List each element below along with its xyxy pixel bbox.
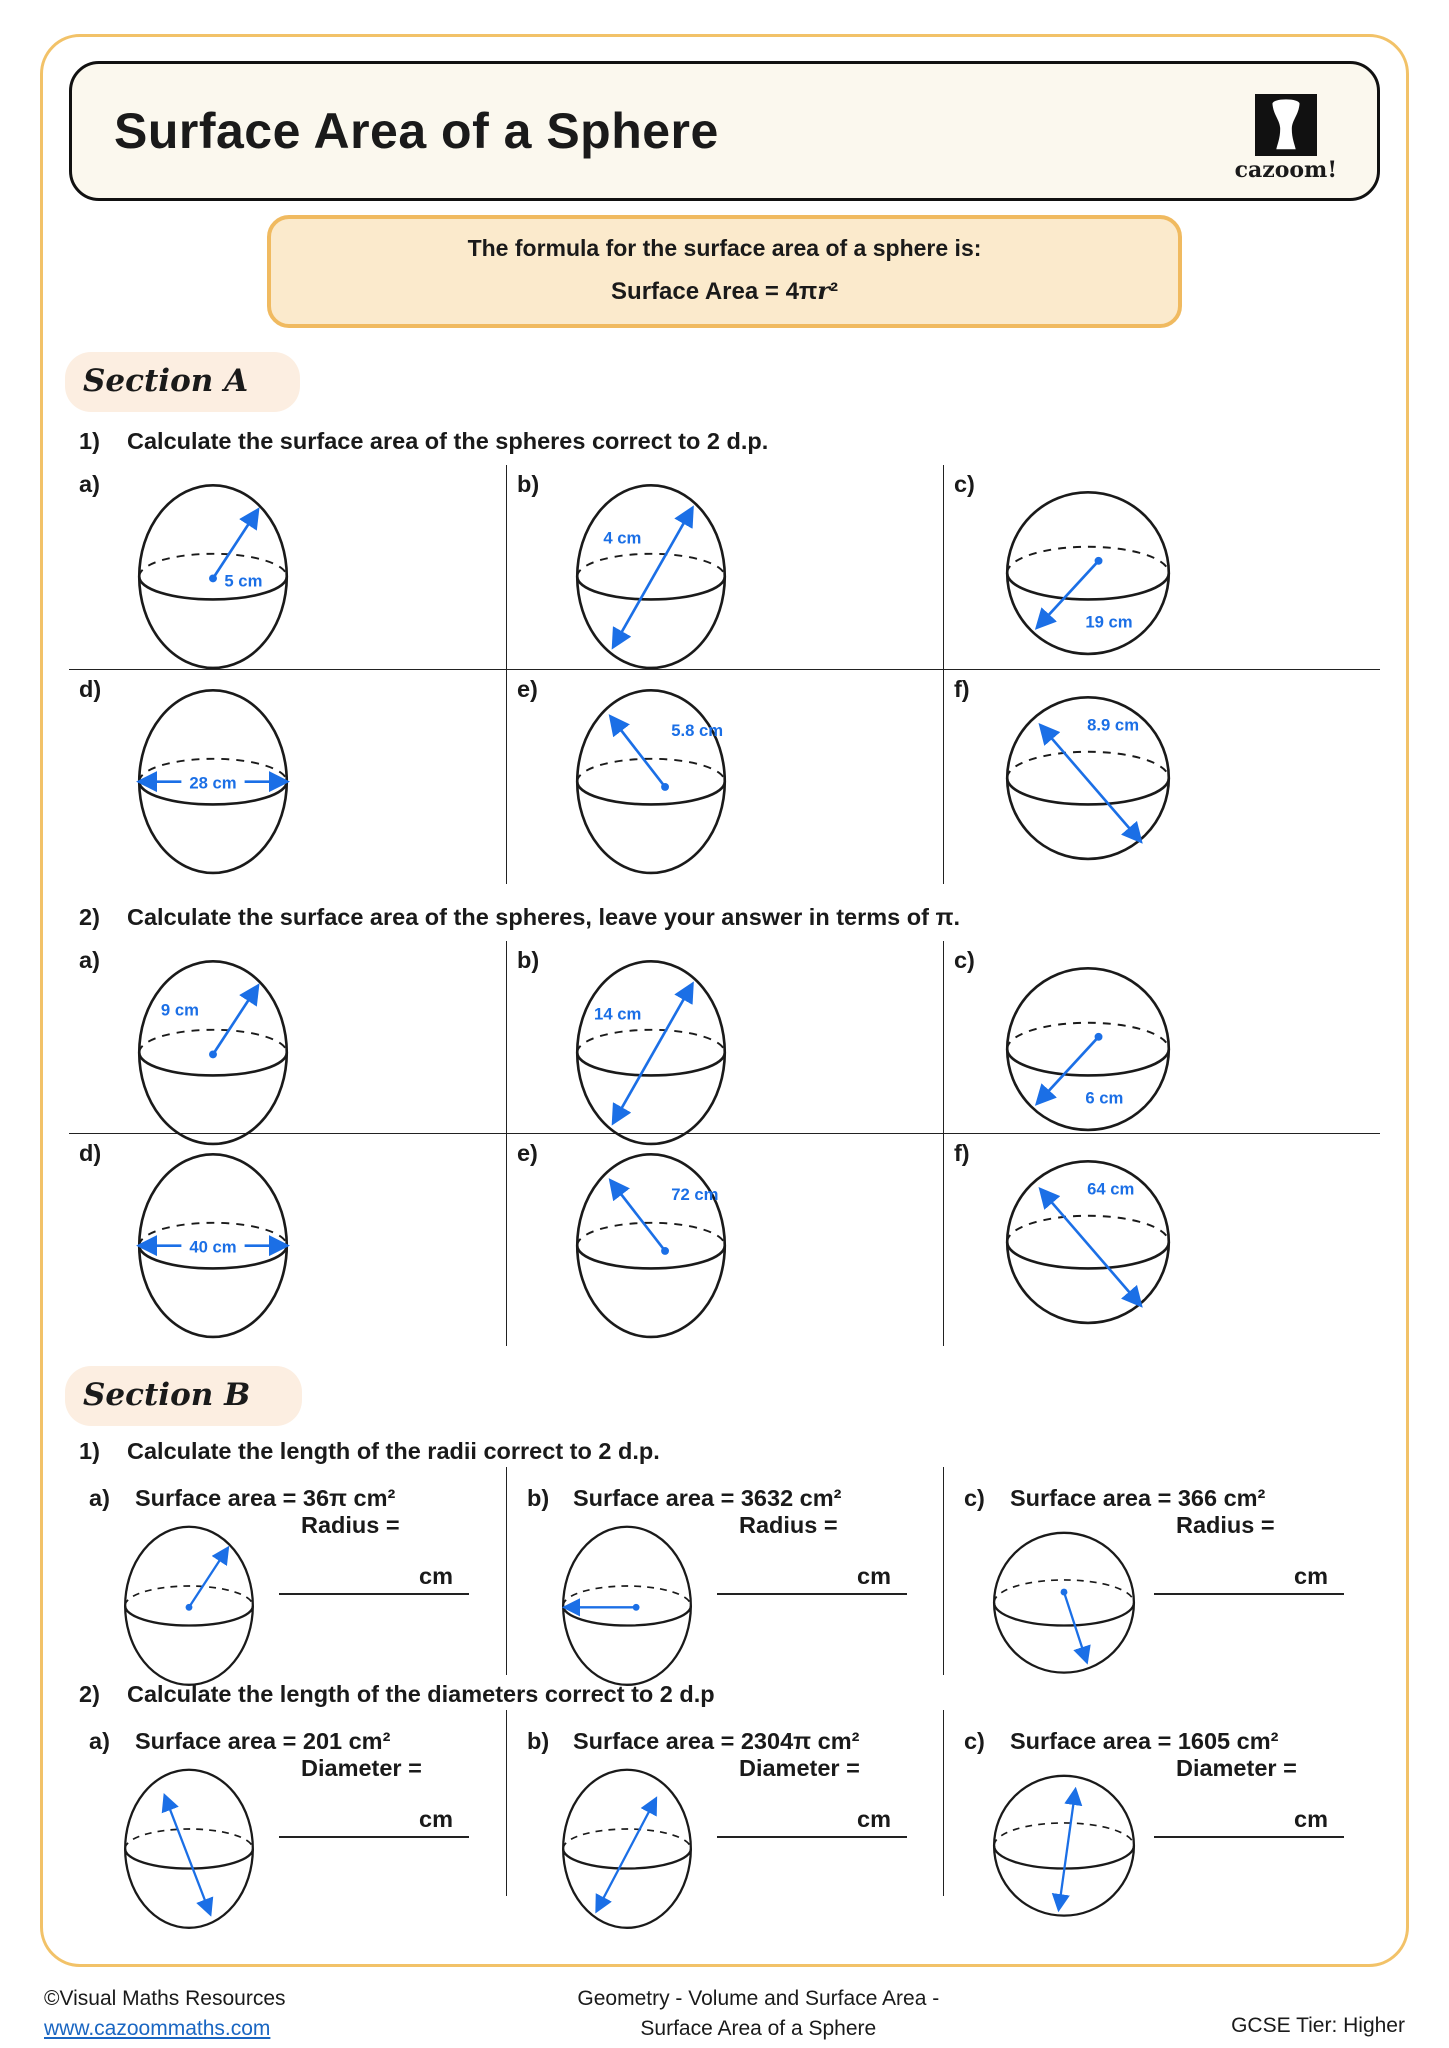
cell-label: d): [79, 1140, 102, 1166]
question-cell-a: [69, 941, 506, 1133]
question-cell-a: [69, 465, 506, 669]
question-cell-c: [943, 941, 1380, 1133]
answer-blank[interactable]: cm: [717, 1806, 907, 1838]
sphere-center-dot: [209, 574, 217, 582]
cazoom-logo-text: cazoom!: [1234, 156, 1337, 183]
sphere-equator-front: [1007, 573, 1169, 599]
sphere-diagram: [551, 1516, 703, 1691]
sphere-equator-back: [563, 1586, 691, 1606]
sphere-equator-back: [1007, 752, 1169, 778]
sphere-outline: [563, 1770, 691, 1928]
sphere-diagram: [125, 473, 301, 675]
cell-label: a): [79, 471, 100, 497]
sphere-diagram: [125, 678, 301, 880]
sphere-equator-back: [125, 1586, 253, 1606]
answer-label: Radius =: [301, 1512, 400, 1538]
cell-label: c): [963, 1728, 985, 1754]
sphere-equator-front: [563, 1606, 691, 1626]
answer-blank[interactable]: cm: [1154, 1806, 1344, 1838]
sphere-row: [69, 1710, 1380, 1896]
dimension-label: 4 cm: [603, 528, 642, 548]
given-surface-area: [527, 1728, 943, 1755]
sphere-equator-back: [1007, 1023, 1169, 1049]
cell-label: b): [526, 1728, 550, 1754]
given-value: Surface area = 201 cm²: [135, 1728, 391, 1754]
answer-label: Diameter =: [738, 1755, 860, 1781]
page-footer: [44, 1984, 1405, 2045]
sphere-row: [69, 1467, 1380, 1675]
cell-label: a): [89, 1728, 110, 1754]
sphere-diagram: [113, 1759, 265, 1934]
answer-label: Diameter =: [301, 1755, 422, 1781]
cell-label: b): [516, 947, 540, 973]
sphere-equator-back: [563, 1829, 691, 1849]
sphere-center-dot: [186, 1604, 193, 1611]
given-value: Surface area = 366 cm²: [1009, 1485, 1266, 1511]
section-b-q1-text: 1) Calculate the length of the radii correct to 2 d.p.: [79, 1438, 660, 1464]
answer-block: [717, 1512, 907, 1696]
answer-blank[interactable]: cm: [279, 1563, 469, 1595]
sphere-diagram: [1000, 678, 1176, 880]
section-a-q1-grid: [69, 465, 1380, 884]
answer-block: [279, 1512, 469, 1696]
cell-label: f): [953, 1140, 970, 1166]
cazoom-logo-icon: [1255, 94, 1317, 156]
sphere-outline: [994, 1776, 1134, 1916]
sphere-outline: [125, 1770, 253, 1928]
answer-blank[interactable]: cm: [717, 1563, 907, 1595]
dimension-label: 19 cm: [1085, 612, 1133, 632]
question-cell-b: [506, 465, 943, 669]
dimension-label: 6 cm: [1085, 1088, 1124, 1108]
cell-label: e): [516, 676, 538, 702]
section-b-q1-grid: [69, 1467, 1380, 1675]
sphere-row: [69, 1133, 1380, 1346]
sphere-diagram: [563, 949, 739, 1151]
cell-label: a): [89, 1485, 110, 1511]
dimension-label: 72 cm: [671, 1184, 719, 1204]
answer-blank[interactable]: cm: [1154, 1563, 1344, 1595]
question-cell-e: [506, 1134, 943, 1346]
dimension-arrow: [1059, 1790, 1076, 1910]
dimension-label: 5.8 cm: [671, 720, 724, 740]
sphere-equator-front: [577, 782, 725, 805]
sphere-equator-back: [139, 554, 287, 577]
footer-tier: GCSE Tier: Higher: [1231, 2014, 1405, 2037]
given-surface-area: [964, 1485, 1380, 1512]
given-value: Surface area = 2304π cm²: [572, 1728, 860, 1754]
section-b-q2-grid: [69, 1710, 1380, 1896]
question-cell-f: [943, 1134, 1380, 1346]
section-a-q2-text: 2) Calculate the surface area of the spheres, leave your answer in terms of π.: [79, 904, 960, 930]
section-a-heading: Section A: [65, 352, 300, 412]
footer-topic-block: [577, 1984, 939, 2045]
dimension-arrow: [165, 1796, 211, 1915]
sphere-diagram: [551, 1759, 703, 1934]
sphere-outline: [577, 485, 725, 668]
given-value: Surface area = 1605 cm²: [1009, 1728, 1279, 1754]
dimension-arrow: [611, 717, 665, 787]
cell-label: f): [953, 676, 970, 702]
question-cell-b: [506, 1710, 943, 1896]
sphere-diagram: [1000, 949, 1176, 1151]
dimension-label: 9 cm: [160, 1000, 199, 1020]
section-b-q2-text: 2) Calculate the length of the diameters correct to 2 d.p: [79, 1681, 715, 1707]
formula-intro: The formula for the surface area of a sphere is:: [467, 235, 982, 261]
dimension-label: 64 cm: [1087, 1179, 1135, 1199]
sphere-equator-back: [139, 1030, 287, 1053]
sphere-equator-back: [1007, 547, 1169, 573]
dimension-label: 28 cm: [189, 773, 237, 793]
answer-block: [1154, 1755, 1344, 1939]
question-cell-c: [943, 1710, 1380, 1896]
section-b-heading: Section B: [65, 1366, 302, 1426]
sphere-equator-front: [577, 1246, 725, 1269]
sphere-diagram: [125, 1142, 301, 1344]
question-cell-d: [69, 1134, 506, 1346]
given-value: Surface area = 36π cm²: [135, 1485, 396, 1511]
page-title: Surface Area of a Sphere: [114, 103, 719, 159]
sphere-equator-back: [994, 1823, 1134, 1846]
answer-label: Radius =: [1175, 1512, 1275, 1538]
sphere-center-dot: [1095, 1033, 1103, 1041]
sphere-center-dot: [1061, 1589, 1068, 1596]
given-surface-area: [89, 1728, 506, 1755]
dimension-arrow: [213, 510, 258, 579]
sphere-center-dot: [633, 1604, 640, 1611]
sphere-row: [69, 669, 1380, 884]
sphere-outline: [577, 690, 725, 873]
sphere-diagram: [563, 473, 739, 675]
sphere-center-dot: [661, 783, 669, 791]
question-cell-a: [69, 1467, 506, 1675]
answer-label: Diameter =: [1175, 1755, 1297, 1781]
question-cell-f: [943, 670, 1380, 884]
sphere-row: [69, 941, 1380, 1133]
sphere-outline: [563, 1527, 691, 1685]
sphere-center-dot: [661, 1247, 669, 1255]
section-a-q2-grid: [69, 941, 1380, 1346]
sphere-diagram: [113, 1516, 265, 1691]
given-surface-area: [89, 1485, 506, 1512]
title-box: [69, 61, 1380, 201]
dimension-label: 5 cm: [224, 571, 263, 591]
sphere-center-dot: [1095, 557, 1103, 565]
worksheet-frame: [40, 34, 1409, 1967]
sphere-outline: [994, 1533, 1134, 1673]
topic-line2: Surface Area of a Sphere: [640, 2017, 877, 2041]
formula-box: [267, 215, 1182, 328]
given-surface-area: [527, 1485, 943, 1512]
cell-label: c): [953, 471, 975, 497]
sphere-equator-back: [125, 1829, 253, 1849]
answer-block: [717, 1755, 907, 1939]
cell-label: d): [79, 676, 102, 702]
cell-label: e): [516, 1140, 538, 1166]
sphere-equator-back: [577, 554, 725, 577]
cell-label: b): [526, 1485, 550, 1511]
cell-label: a): [79, 947, 100, 973]
sphere-diagram: [125, 949, 301, 1151]
dimension-arrow: [611, 1181, 665, 1251]
question-cell-e: [506, 670, 943, 884]
cell-label: c): [963, 1485, 985, 1511]
given-surface-area: [964, 1728, 1380, 1755]
given-value: Surface area = 3632 cm²: [572, 1485, 842, 1511]
sphere-diagram: [563, 1142, 739, 1344]
cazoom-logo: [1235, 94, 1337, 183]
answer-label: Radius =: [738, 1512, 838, 1538]
answer-block: [1154, 1512, 1344, 1696]
answer-blank[interactable]: cm: [279, 1806, 469, 1838]
sphere-diagram: [988, 1759, 1140, 1934]
question-cell-b: [506, 941, 943, 1133]
dimension-arrow: [1064, 1592, 1087, 1662]
sphere-equator-back: [1007, 1216, 1169, 1242]
question-cell-b: [506, 1467, 943, 1675]
cazoommaths-link[interactable]: www.cazoommaths.com: [44, 2017, 271, 2041]
sphere-diagram: [988, 1516, 1140, 1691]
dimension-arrow: [1041, 725, 1141, 841]
cell-label: c): [953, 947, 975, 973]
sphere-equator-front: [1007, 1049, 1169, 1075]
sphere-equator-front: [994, 1603, 1134, 1626]
topic-line1: Geometry - Volume and Surface Area -: [577, 1987, 940, 2010]
section-a-q1-text: 1) Calculate the surface area of the spheres correct to 2 d.p.: [79, 428, 769, 454]
footer-copyright-block: [44, 1984, 286, 2045]
sphere-equator-back: [577, 1030, 725, 1053]
question-cell-c: [943, 465, 1380, 669]
formula: Surface Area = 4πr²: [611, 276, 838, 305]
question-cell-a: [69, 1710, 506, 1896]
sphere-outline: [577, 961, 725, 1144]
dimension-arrow: [213, 986, 258, 1055]
dimension-label: 8.9 cm: [1087, 715, 1139, 735]
copyright-text: ©Visual Maths Resources: [44, 1987, 286, 2010]
sphere-diagram: [563, 678, 739, 880]
sphere-outline: [577, 1154, 725, 1337]
dimension-label: 14 cm: [594, 1004, 642, 1024]
answer-block: [279, 1755, 469, 1939]
question-cell-c: [943, 1467, 1380, 1675]
sphere-diagram: [1000, 473, 1176, 675]
question-cell-d: [69, 670, 506, 884]
sphere-row: [69, 465, 1380, 669]
cell-label: b): [516, 471, 540, 497]
sphere-center-dot: [209, 1050, 217, 1058]
dimension-arrow: [597, 1799, 656, 1911]
sphere-diagram: [1000, 1142, 1176, 1344]
dimension-label: 40 cm: [189, 1237, 237, 1257]
dimension-arrow: [1041, 1189, 1141, 1305]
dimension-arrow: [189, 1548, 228, 1607]
